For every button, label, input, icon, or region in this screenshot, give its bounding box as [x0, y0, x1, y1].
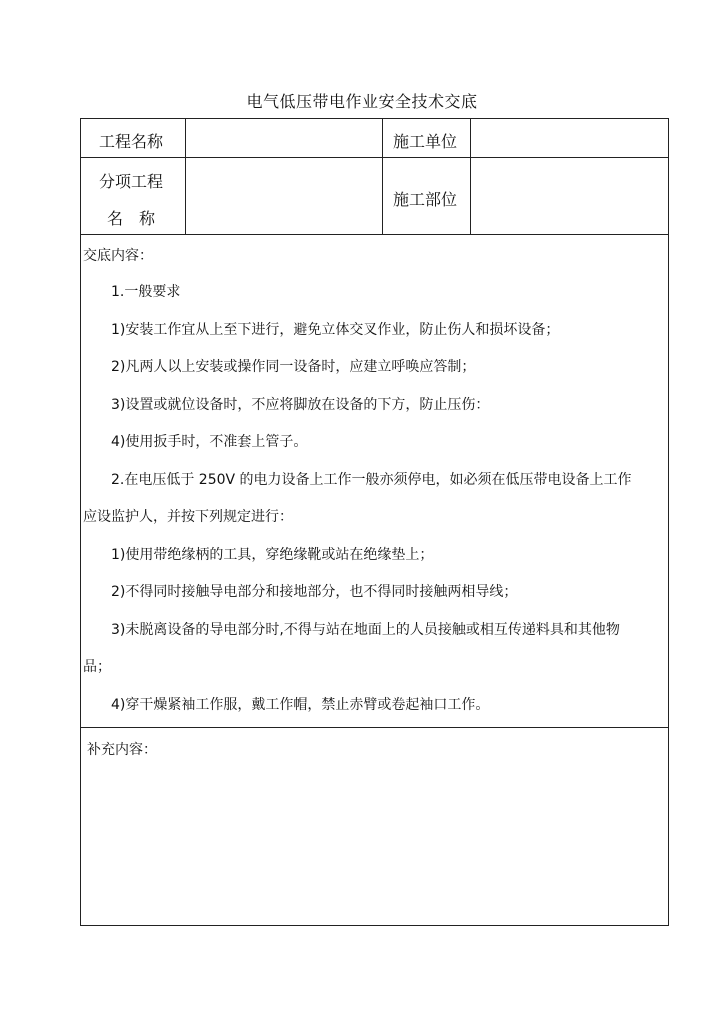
sub-project-label-line2: 名 称: [107, 209, 156, 228]
content-line: 1)使用带绝缘柄的工具，穿绝缘靴或站在绝缘垫上；: [111, 546, 434, 563]
sub-project-label-line1: 分项工程: [99, 172, 164, 191]
content-line: 3)未脱离设备的导电部分时,不得与站在地面上的人员接触或相互传递料具和其他物: [111, 621, 620, 638]
content-line: 2)不得同时接触导电部分和接地部分，也不得同时接触两相导线；: [111, 584, 518, 600]
construction-part-label: 施工部位: [393, 190, 458, 209]
supplement-label: 补充内容：: [87, 742, 157, 758]
document-title: 电气低压带电作业安全技术交底: [246, 92, 478, 111]
column-divider: [185, 119, 186, 234]
row-divider: [81, 234, 668, 235]
content-line: 品；: [83, 659, 111, 675]
content-body: [83, 274, 668, 724]
row-divider: [81, 157, 668, 158]
row-divider: [81, 727, 668, 728]
content-line: 2)凡两人以上安装或操作同一设备时，应建立呼唤应答制；: [111, 359, 476, 375]
content-line: 3)设置或就位设备时，不应将脚放在设备的下方，防止压伤：: [111, 396, 490, 413]
content-line: 1)安装工作宜从上至下进行，避免立体交叉作业，防止伤人和损坏设备；: [111, 321, 560, 338]
content-line: 2.在电压低于 250V 的电力设备上工作一般亦须停电，如必须在低压带电设备上工作: [111, 471, 632, 488]
content-line: 4)穿干燥紧袖工作服，戴工作帽，禁止赤臂或卷起袖口工作。: [111, 696, 490, 713]
column-divider: [382, 119, 383, 234]
content-line: 4)使用扳手时，不准套上管子。: [111, 434, 308, 450]
column-divider: [470, 119, 471, 234]
construction-unit-label: 施工单位: [393, 132, 458, 151]
content-line: 应设监护人，并按下列规定进行：: [83, 509, 293, 525]
disclosure-table: [80, 118, 669, 926]
project-name-label: 工程名称: [99, 132, 164, 151]
content-line: 1.一般要求: [111, 284, 181, 300]
content-label: 交底内容：: [83, 248, 153, 264]
